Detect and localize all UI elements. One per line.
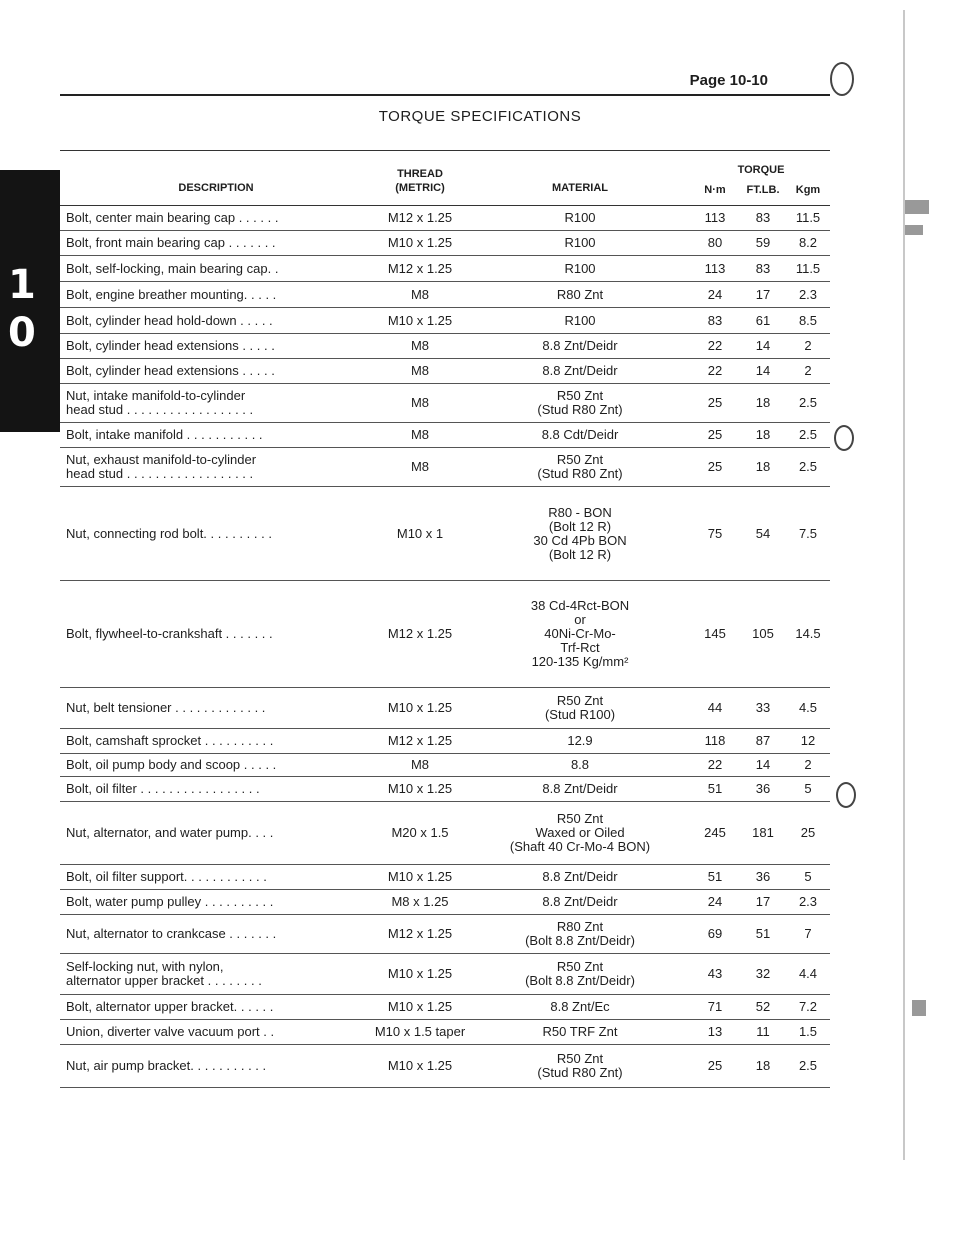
row-torque-kgm: 2.5	[798, 1058, 818, 1073]
row-torque-ftlb: 52	[755, 999, 771, 1014]
row-torque-nm: 13	[707, 1024, 723, 1039]
row-torque-nm: 25	[707, 459, 723, 474]
row-torque-kgm: 2.3	[798, 894, 818, 909]
row-thread: M10 x 1.5 taper	[374, 1024, 466, 1039]
row-thread: M8	[410, 286, 430, 302]
row-material: 8.8 Znt/Ec	[550, 999, 610, 1014]
page-title: TORQUE SPECIFICATIONS	[378, 108, 582, 125]
row-description: Bolt, center main bearing cap . . . . . .	[66, 210, 279, 225]
row-torque-nm: 44	[707, 700, 723, 715]
row-torque-nm: 25	[707, 427, 723, 442]
row-torque-kgm: 5	[804, 869, 812, 884]
row-thread: M12 x 1.25	[387, 210, 453, 225]
row-torque-ftlb: 14	[755, 363, 771, 378]
row-torque-nm: 25	[707, 395, 723, 410]
row-torque-kgm: 14.5	[795, 626, 821, 641]
torque-table	[60, 150, 830, 1088]
row-thread: M10 x 1.25	[387, 999, 453, 1014]
row-description: Bolt, alternator upper bracket. . . . . .	[66, 999, 274, 1014]
row-torque-ftlb: 87	[755, 733, 771, 748]
row-description: Union, diverter valve vacuum port . .	[66, 1024, 275, 1039]
row-material: 12.9	[567, 733, 593, 748]
table-row	[60, 308, 830, 334]
row-torque-nm: 75	[707, 525, 723, 541]
row-torque-ftlb: 83	[755, 260, 771, 276]
row-description: Bolt, oil filter . . . . . . . . . . . . . . . . .	[66, 781, 260, 796]
row-torque-kgm: 25	[800, 825, 816, 840]
row-thread: M12 x 1.25	[387, 926, 453, 941]
row-material: R80 Znt (Bolt 8.8 Znt/Deidr)	[525, 919, 635, 948]
table-row	[60, 802, 830, 865]
table-row	[60, 206, 830, 231]
row-torque-nm: 145	[704, 626, 726, 641]
table-row	[60, 359, 830, 384]
row-torque-ftlb: 18	[755, 427, 771, 442]
row-torque-ftlb: 18	[755, 1058, 771, 1073]
row-torque-ftlb: 61	[755, 312, 771, 328]
row-description: Bolt, oil filter support. . . . . . . . . . . .	[66, 869, 267, 884]
chapter-tab	[0, 170, 60, 432]
row-thread: M10 x 1.25	[387, 312, 453, 328]
row-torque-ftlb: 14	[755, 338, 771, 353]
binder-hole-icon	[836, 782, 856, 808]
row-material: R80 Znt	[556, 286, 604, 302]
row-torque-kgm: 4.4	[798, 966, 818, 981]
table-row	[60, 1045, 830, 1088]
row-torque-kgm: 2.3	[798, 286, 818, 302]
table-body	[60, 206, 830, 1088]
row-torque-kgm: 7	[804, 926, 812, 941]
chapter-digit: 0	[8, 310, 36, 356]
row-torque-ftlb: 54	[755, 525, 771, 541]
row-torque-nm: 22	[707, 757, 723, 772]
row-thread: M8 x 1.25	[391, 894, 449, 909]
table-row	[60, 729, 830, 754]
row-thread: M10 x 1.25	[387, 700, 453, 715]
row-torque-kgm: 1.5	[798, 1024, 818, 1039]
row-thread: M10 x 1.25	[387, 1058, 453, 1073]
binder-hole-icon	[830, 62, 854, 96]
column-ftlb: FT.LB.	[746, 184, 780, 196]
row-torque-kgm: 8.2	[798, 235, 818, 250]
row-torque-nm: 71	[707, 999, 723, 1014]
row-torque-nm: 113	[704, 210, 726, 225]
row-torque-ftlb: 83	[755, 210, 771, 225]
row-torque-kgm: 11.5	[795, 210, 821, 225]
row-torque-kgm: 7.5	[798, 525, 818, 541]
row-material: R50 TRF Znt	[542, 1024, 618, 1039]
row-material: 8.8 Znt/Deidr	[542, 363, 618, 378]
row-torque-kgm: 2	[804, 757, 812, 772]
table-row	[60, 688, 830, 729]
row-torque-ftlb: 181	[752, 825, 774, 840]
row-torque-kgm: 8.5	[798, 312, 818, 328]
row-torque-nm: 22	[707, 363, 723, 378]
row-material: R50 Znt (Bolt 8.8 Znt/Deidr)	[525, 959, 635, 988]
row-description: Nut, belt tensioner . . . . . . . . . . . . .	[66, 700, 266, 715]
scan-mark	[905, 200, 929, 214]
row-description: Nut, alternator to crankcase . . . . . . .	[66, 926, 277, 941]
column-thread: THREAD (METRIC)	[395, 168, 445, 194]
row-thread: M20 x 1.5	[391, 825, 449, 840]
row-torque-ftlb: 17	[755, 286, 771, 302]
row-thread: M10 x 1.25	[387, 966, 453, 981]
row-description: Self-locking nut, with nylon, alternator upper bracket . . . . . . . .	[66, 959, 262, 988]
row-material: R100	[564, 210, 596, 225]
row-material: R50 Znt (Stud R80 Znt)	[537, 388, 623, 417]
row-torque-ftlb: 18	[755, 459, 771, 474]
row-torque-ftlb: 51	[755, 926, 771, 941]
row-thread: M8	[410, 459, 430, 474]
row-material: R50 Znt Waxed or Oiled (Shaft 40 Cr-Mo-4 BON)	[509, 811, 651, 854]
row-torque-kgm: 5	[804, 781, 812, 796]
row-description: Bolt, cylinder head hold-down . . . . .	[66, 312, 273, 328]
row-thread: M10 x 1	[396, 525, 444, 541]
row-material: R100	[564, 312, 596, 328]
table-row	[60, 1020, 830, 1045]
row-description: Bolt, water pump pulley . . . . . . . . . .	[66, 894, 274, 909]
table-row	[60, 256, 830, 282]
row-torque-ftlb: 105	[752, 626, 774, 641]
row-description: Bolt, flywheel-to-crankshaft . . . . . . .	[66, 626, 273, 641]
column-description: DESCRIPTION	[178, 182, 254, 194]
row-material: 8.8	[570, 757, 590, 772]
row-thread: M10 x 1.25	[387, 235, 453, 250]
table-row	[60, 282, 830, 308]
row-torque-nm: 83	[707, 312, 723, 328]
row-description: Nut, alternator, and water pump. . . .	[66, 825, 274, 840]
row-thread: M8	[410, 757, 430, 772]
row-material: R50 Znt (Stud R80 Znt)	[537, 1051, 623, 1080]
table-row	[60, 865, 830, 890]
row-torque-nm: 25	[707, 1058, 723, 1073]
row-description: Bolt, self-locking, main bearing cap. .	[66, 260, 279, 276]
row-thread: M8	[410, 363, 430, 378]
row-thread: M8	[410, 395, 430, 410]
row-torque-nm: 51	[707, 869, 723, 884]
row-thread: M10 x 1.25	[387, 781, 453, 796]
row-torque-ftlb: 17	[755, 894, 771, 909]
row-material: R100	[564, 260, 596, 276]
row-torque-ftlb: 11	[756, 1024, 770, 1039]
row-material: R80 - BON (Bolt 12 R) 30 Cd 4Pb BON (Bolt 12 R)	[533, 504, 627, 562]
page-number: Page 10-10	[689, 72, 768, 89]
row-material: R50 Znt (Stud R100)	[544, 693, 616, 722]
table-row	[60, 995, 830, 1020]
row-description: Bolt, intake manifold . . . . . . . . . . .	[66, 427, 263, 442]
table-row	[60, 915, 830, 954]
row-torque-ftlb: 18	[755, 395, 771, 410]
row-thread: M8	[410, 338, 430, 353]
chapter-digit: 1	[8, 262, 36, 308]
row-thread: M12 x 1.25	[387, 733, 453, 748]
row-torque-kgm: 2.5	[798, 427, 818, 442]
table-row	[60, 777, 830, 802]
margin-edge-line	[903, 10, 905, 1160]
row-description: Bolt, engine breather mounting. . . . .	[66, 286, 277, 302]
row-torque-ftlb: 32	[755, 966, 771, 981]
table-row	[60, 231, 830, 256]
row-torque-kgm: 2	[804, 363, 812, 378]
row-thread: M12 x 1.25	[387, 260, 453, 276]
table-row	[60, 487, 830, 581]
row-description: Bolt, front main bearing cap . . . . . . .	[66, 235, 276, 250]
row-material: 8.8 Znt/Deidr	[542, 781, 618, 796]
column-torque: TORQUE	[737, 164, 785, 176]
row-torque-ftlb: 14	[755, 757, 771, 772]
row-torque-nm: 51	[707, 781, 723, 796]
table-row	[60, 423, 830, 448]
binder-hole-icon	[834, 425, 854, 451]
row-torque-nm: 22	[707, 338, 723, 353]
row-torque-kgm: 11.5	[795, 260, 821, 276]
table-row	[60, 581, 830, 688]
row-torque-ftlb: 59	[755, 235, 771, 250]
row-material: R100	[564, 235, 596, 250]
row-material: R50 Znt (Stud R80 Znt)	[537, 452, 623, 481]
row-material: 8.8 Cdt/Deidr	[541, 427, 619, 442]
row-description: Bolt, cylinder head extensions . . . . .	[66, 338, 275, 353]
row-description: Nut, intake manifold-to-cylinder head stud . . . . . . . . . . . . . . . . . .	[66, 388, 254, 417]
row-torque-kgm: 2.5	[798, 459, 818, 474]
table-row	[60, 334, 830, 359]
row-torque-ftlb: 33	[755, 700, 771, 715]
table-row	[60, 954, 830, 995]
row-material: 8.8 Znt/Deidr	[542, 894, 618, 909]
row-description: Bolt, camshaft sprocket . . . . . . . . . .	[66, 733, 274, 748]
scan-mark	[905, 225, 923, 235]
column-material: MATERIAL	[551, 182, 608, 194]
row-torque-kgm: 2.5	[798, 395, 818, 410]
row-material: 38 Cd-4Rct-BON or 40Ni-Cr-Mo- Trf-Rct 120-135 Kg/mm²	[530, 598, 630, 669]
row-description: Nut, exhaust manifold-to-cylinder head stud . . . . . . . . . . . . . . . . . .	[66, 452, 257, 481]
table-header	[60, 151, 830, 206]
table-row	[60, 448, 830, 487]
row-description: Bolt, oil pump body and scoop . . . . .	[66, 757, 277, 772]
page-header	[60, 72, 830, 96]
row-description: Nut, connecting rod bolt. . . . . . . . . .	[66, 525, 272, 541]
scan-mark	[912, 1000, 926, 1016]
row-torque-kgm: 12	[800, 733, 816, 748]
row-description: Bolt, cylinder head extensions . . . . .	[66, 363, 275, 378]
row-torque-nm: 43	[707, 966, 723, 981]
row-description: Nut, air pump bracket. . . . . . . . . . .	[66, 1058, 267, 1073]
row-torque-nm: 113	[704, 260, 726, 276]
row-torque-nm: 245	[704, 825, 726, 840]
row-thread: M8	[410, 427, 430, 442]
row-thread: M10 x 1.25	[387, 869, 453, 884]
row-torque-kgm: 2	[804, 338, 812, 353]
row-torque-nm: 24	[707, 286, 723, 302]
table-row	[60, 890, 830, 915]
row-torque-kgm: 7.2	[798, 999, 818, 1014]
row-torque-nm: 80	[707, 235, 723, 250]
row-torque-nm: 24	[707, 894, 723, 909]
table-row	[60, 754, 830, 777]
row-material: 8.8 Znt/Deidr	[542, 869, 618, 884]
row-torque-ftlb: 36	[755, 781, 771, 796]
row-material: 8.8 Znt/Deidr	[542, 338, 618, 353]
row-thread: M12 x 1.25	[387, 626, 453, 641]
row-torque-kgm: 4.5	[798, 700, 818, 715]
row-torque-nm: 69	[707, 926, 723, 941]
row-torque-nm: 118	[704, 733, 726, 748]
row-torque-ftlb: 36	[755, 869, 771, 884]
table-row	[60, 384, 830, 423]
column-nm: N·m	[704, 184, 726, 196]
column-kgm: Kgm	[795, 184, 821, 196]
